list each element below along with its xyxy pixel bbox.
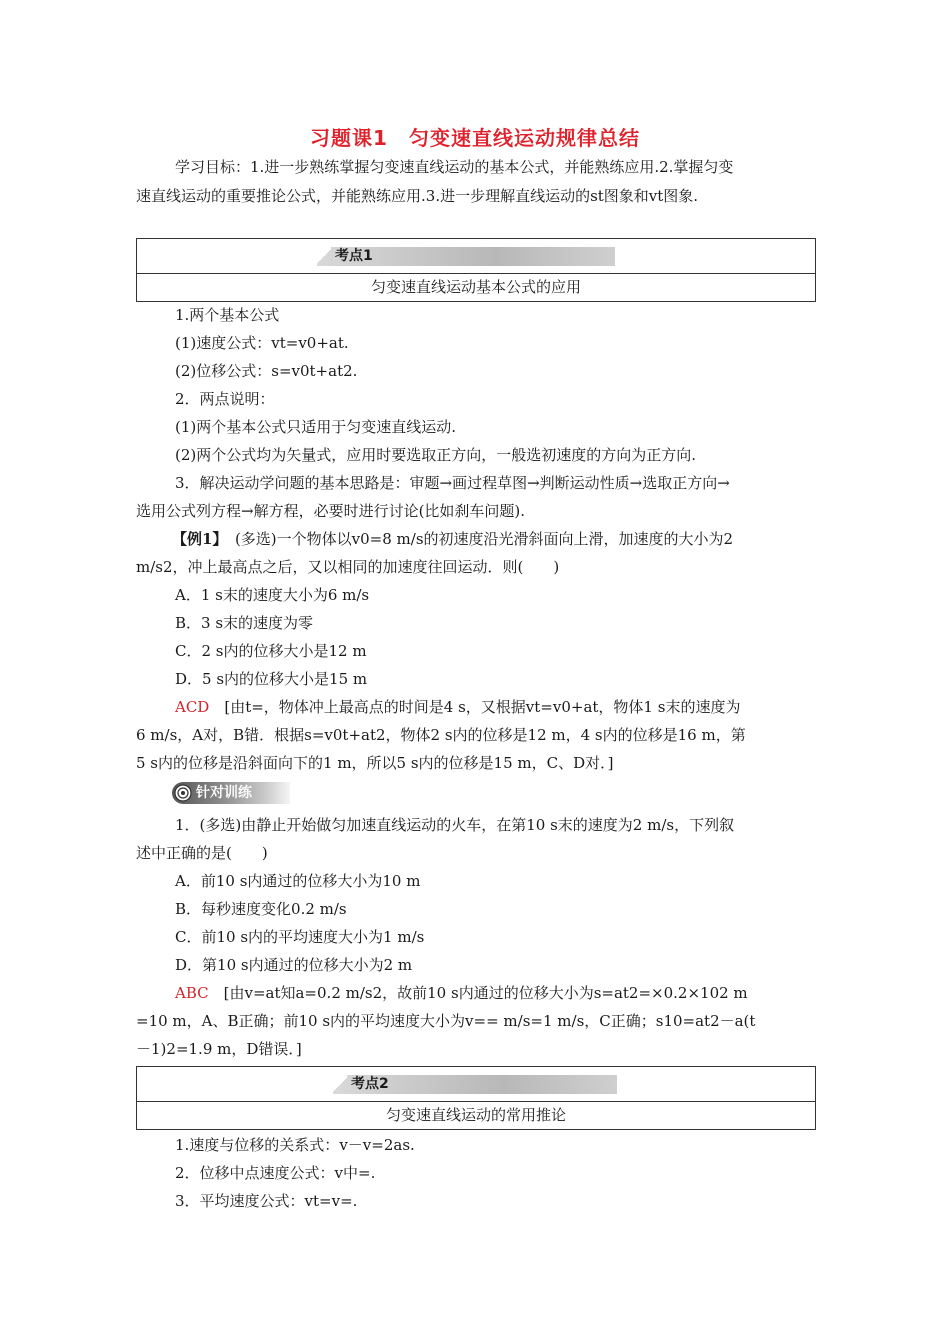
objectives-line-2: 速直线运动的重要推论公式，并能熟练应用.3.进一步理解直线运动的st图象和vt图象. <box>136 187 699 205</box>
s1-line-6: (2)两个公式均为矢量式，应用时要选取正方向，一般选初速度的方向为正方向. <box>175 446 697 464</box>
question-1-answer: ABC <box>175 984 209 1002</box>
s2-line-1: 1.速度与位移的关系式：v－v=2as. <box>175 1136 415 1154</box>
example-1-option-d: D．5 s内的位移大小是15 m <box>175 670 368 688</box>
kaodian-2-tag <box>333 1075 617 1094</box>
example-1-answer: ACD <box>175 698 210 716</box>
question-1-solution-line-3: －1)2=1.9 m，D错误．] <box>136 1040 302 1058</box>
target-icon <box>174 784 192 802</box>
example-1-solution-line-3: 5 s内的位移是沿斜面向下的1 m，所以5 s内的位移是15 m，C、D对．] <box>136 754 614 772</box>
question-1-solution-line-2: =10 m，A、B正确；前10 s内的平均速度大小为v== m/s=1 m/s，C正确；s10=at2－a(t <box>136 1012 756 1030</box>
example-1-line-1 <box>172 529 733 549</box>
question-1-option-a: A．前10 s内通过的位移大小为10 m <box>175 872 421 890</box>
question-1-option-c: C．前10 s内的平均速度大小为1 m/s <box>175 928 425 946</box>
example-1-text: (多选)一个物体以v0=8 m/s的初速度沿光滑斜面向上滑，加速度的大小为2 <box>219 530 734 548</box>
example-1-label: 【例1】 <box>172 530 220 548</box>
s1-line-7: 3．解决运动学问题的基本思路是：审题→画过程草图→判断运动性质→选取正方向→ <box>175 474 730 492</box>
example-1-solution-line-1 <box>175 697 740 717</box>
s1-line-3: (2)位移公式：s=v0t+at2. <box>175 362 358 380</box>
example-1-option-a: A．1 s末的速度大小为6 m/s <box>175 586 370 604</box>
page-title: 习题课1 匀变速直线运动规律总结 <box>310 126 640 150</box>
example-1-option-b: B．3 s末的速度为零 <box>175 614 314 632</box>
s2-line-3: 3．平均速度公式：vt=v=. <box>175 1192 358 1210</box>
example-1-solution-text: [由t=，物体冲上最高点的时间是4 s，又根据vt=v0+at，物体1 s末的速度为 <box>209 698 741 716</box>
s2-line-2: 2．位移中点速度公式：v中=. <box>175 1164 376 1182</box>
training-label: 针对训练 <box>196 785 252 801</box>
kaodian-1-subtitle: 匀变速直线运动基本公式的应用 <box>370 278 581 296</box>
training-banner <box>172 782 290 804</box>
question-1-option-b: B．每秒速度变化0.2 m/s <box>175 900 347 918</box>
question-1-solution-text: [由v=at知a=0.2 m/s2，故前10 s内通过的位移大小为s=at2=×0.2×102 m <box>208 984 748 1002</box>
example-1-solution-line-2: 6 m/s，A对，B错．根据s=v0t+at2，物体2 s内的位移是12 m，4 s内的位移是16 m，第 <box>136 726 746 744</box>
kaodian-1-tag <box>317 247 615 266</box>
question-1-option-d: D．第10 s内通过的位移大小为2 m <box>175 956 413 974</box>
question-1-line-2: 述中正确的是( ) <box>136 844 268 862</box>
s1-line-2: (1)速度公式：vt=v0+at. <box>175 334 349 352</box>
example-1-option-c: C．2 s内的位移大小是12 m <box>175 642 367 660</box>
question-1-solution-line-1 <box>175 983 748 1003</box>
kaodian-2-box <box>136 1066 816 1130</box>
kaodian-1-box <box>136 238 816 302</box>
kaodian-2-tag-label: 考点2 <box>351 1076 389 1092</box>
s1-line-4: 2．两点说明： <box>175 390 275 408</box>
objectives-line-1: 学习目标：1.进一步熟练掌握匀变速直线运动的基本公式，并能熟练应用.2.掌握匀变 <box>175 158 734 176</box>
s1-line-5: (1)两个基本公式只适用于匀变速直线运动. <box>175 418 457 436</box>
s1-line-1: 1.两个基本公式 <box>175 306 280 324</box>
kaodian-1-tag-label: 考点1 <box>335 248 373 264</box>
example-1-line-2: m/s2，冲上最高点之后，又以相同的加速度往回运动．则( ) <box>136 558 560 576</box>
s1-line-8: 选用公式列方程→解方程，必要时进行讨论(比如刹车问题). <box>136 502 526 520</box>
question-1-line-1: 1．(多选)由静止开始做匀加速直线运动的火车，在第10 s末的速度为2 m/s，下列叙 <box>175 816 735 834</box>
kaodian-2-subtitle: 匀变速直线运动的常用推论 <box>385 1106 566 1124</box>
